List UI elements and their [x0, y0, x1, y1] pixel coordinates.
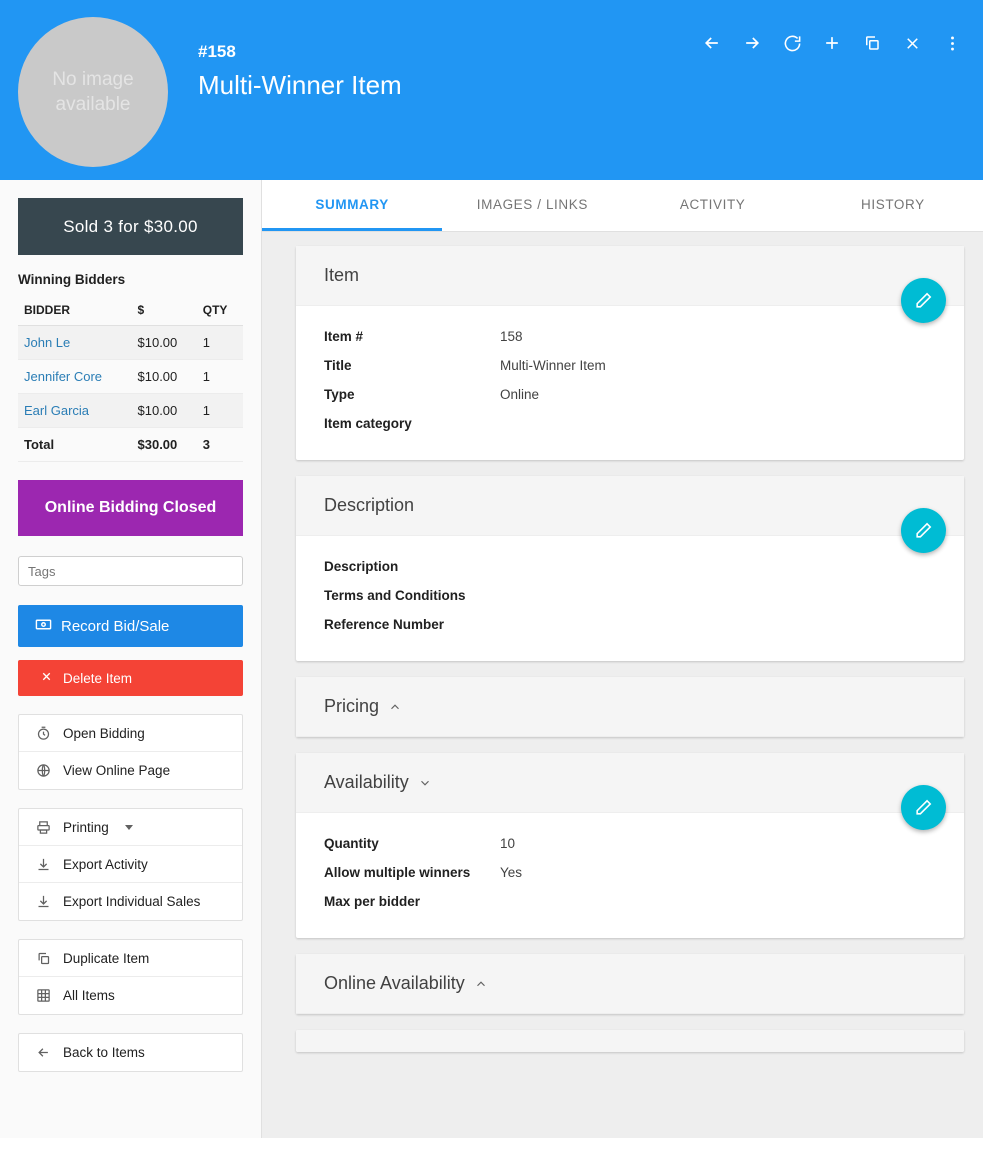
bidder-qty: 1	[197, 326, 243, 360]
more-vertical-icon[interactable]	[937, 28, 967, 58]
field-value: Yes	[500, 865, 523, 880]
record-bid-sale-label: Record Bid/Sale	[61, 617, 170, 635]
torn-edge	[0, 1138, 983, 1160]
field-description	[324, 552, 936, 581]
clock-icon	[35, 725, 51, 741]
close-icon	[40, 670, 53, 686]
card-description-body	[296, 536, 964, 661]
total-label: Total	[18, 428, 132, 462]
winning-bidders-table	[18, 295, 243, 462]
menu-label: Printing	[63, 819, 109, 835]
field-type	[324, 380, 936, 409]
card-item	[296, 246, 964, 460]
card-online-availability-header[interactable]	[296, 954, 964, 1014]
field-label: Allow multiple winners	[324, 865, 471, 880]
menu-group-navigation	[18, 1033, 243, 1072]
menu-label: Export Individual Sales	[63, 894, 201, 909]
edit-item-button[interactable]	[901, 278, 946, 323]
menu-item-open-bidding[interactable]	[19, 715, 242, 752]
copy-icon	[35, 950, 51, 966]
bidder-amount: $10.00	[132, 360, 197, 394]
card-next-partial	[296, 1030, 964, 1052]
tab-summary[interactable]: SUMMARY	[262, 180, 442, 231]
chevron-down-icon[interactable]	[418, 776, 432, 790]
globe-icon	[35, 763, 51, 779]
card-availability-title: Availability	[324, 772, 409, 792]
card-availability-header[interactable]	[296, 753, 964, 813]
menu-item-export-individual-sales[interactable]	[19, 883, 242, 920]
tags-input[interactable]	[18, 556, 243, 586]
menu-item-printing[interactable]	[19, 809, 242, 846]
table-row	[18, 326, 243, 360]
edit-availability-button[interactable]	[901, 785, 946, 830]
bidder-link[interactable]: Jennifer Core	[18, 360, 132, 394]
card-availability	[296, 753, 964, 938]
copy-icon[interactable]	[857, 28, 887, 58]
refresh-icon[interactable]	[777, 28, 807, 58]
table-row	[18, 360, 243, 394]
bidder-amount: $10.00	[132, 326, 197, 360]
field-label: Terms and Conditions	[324, 588, 466, 603]
sidebar	[0, 180, 262, 1160]
card-online-availability-title: Online Availability	[324, 973, 465, 993]
menu-item-export-activity[interactable]	[19, 846, 242, 883]
menu-label: Back to Items	[63, 1045, 145, 1060]
card-item-title: Item	[296, 246, 964, 306]
chevron-up-icon[interactable]	[474, 977, 488, 991]
menu-label: Open Bidding	[63, 725, 145, 741]
avatar	[18, 17, 168, 167]
back-arrow-icon[interactable]	[697, 28, 727, 58]
field-terms-conditions	[324, 581, 936, 610]
bidder-link[interactable]: Earl Garcia	[18, 394, 132, 428]
header-actions	[697, 28, 967, 58]
field-reference-number	[324, 610, 936, 639]
card-description-title: Description	[296, 476, 964, 536]
page-title: Multi-Winner Item	[198, 70, 402, 100]
forward-arrow-icon[interactable]	[737, 28, 767, 58]
bidder-link[interactable]: John Le	[18, 326, 132, 360]
winning-bidders-title: Winning Bidders	[18, 272, 126, 287]
edit-description-button[interactable]	[901, 508, 946, 553]
field-value: Online	[500, 387, 540, 402]
card-description	[296, 476, 964, 661]
main-content	[262, 180, 983, 1160]
menu-item-duplicate-item[interactable]	[19, 940, 242, 977]
card-pricing-header[interactable]	[296, 677, 964, 737]
field-label: Reference Number	[324, 617, 445, 632]
page-header	[0, 0, 983, 180]
close-icon[interactable]	[897, 28, 927, 58]
avatar-placeholder-text: No image available	[52, 69, 134, 115]
download-icon	[35, 856, 51, 872]
field-label: Item #	[324, 329, 364, 344]
menu-label: View Online Page	[63, 763, 171, 778]
field-allow-multiple-winners	[324, 858, 936, 887]
chevron-down-icon	[125, 825, 133, 830]
delete-item-button[interactable]	[18, 660, 243, 696]
sold-banner: Sold 3 for $30.00	[18, 198, 243, 255]
table-header-row	[18, 295, 243, 326]
card-pricing[interactable]	[296, 677, 964, 737]
field-max-per-bidder	[324, 887, 936, 916]
menu-label: Duplicate Item	[63, 950, 150, 966]
menu-group-items	[18, 939, 243, 1015]
card-online-availability[interactable]	[296, 954, 964, 1014]
column-amount: $	[132, 295, 197, 326]
delete-item-label: Delete Item	[63, 670, 133, 686]
field-label: Item category	[324, 416, 412, 431]
card-item-body	[296, 306, 964, 460]
menu-item-back-to-items[interactable]	[19, 1034, 242, 1071]
tab-activity[interactable]: ACTIVITY	[679, 196, 746, 212]
total-amount: $30.00	[132, 428, 197, 462]
field-value: Multi-Winner Item	[500, 358, 606, 373]
card-availability-body	[296, 813, 964, 938]
field-quantity	[324, 829, 936, 858]
tab-history[interactable]: HISTORY	[861, 196, 925, 212]
status-badge: Online Bidding Closed	[18, 480, 243, 536]
bidder-qty: 1	[197, 394, 243, 428]
menu-group-bidding	[18, 714, 243, 790]
grid-icon	[35, 988, 51, 1004]
field-value: 158	[500, 329, 523, 344]
field-label: Type	[324, 387, 355, 402]
field-item-category	[324, 409, 936, 438]
total-qty: 3	[197, 428, 243, 462]
bidder-qty: 1	[197, 360, 243, 394]
menu-item-view-online-page[interactable]	[19, 752, 242, 789]
printer-icon	[35, 819, 51, 835]
table-total-row	[18, 428, 243, 462]
field-title	[324, 351, 936, 380]
plus-icon[interactable]	[817, 28, 847, 58]
menu-label: Export Activity	[63, 856, 148, 872]
item-id: #158	[198, 42, 236, 61]
field-label: Description	[324, 559, 399, 574]
field-label: Title	[324, 358, 352, 373]
field-label: Max per bidder	[324, 894, 421, 909]
tab-bar	[262, 180, 983, 232]
download-icon	[35, 894, 51, 910]
column-bidder: BIDDER	[18, 295, 132, 326]
chevron-up-icon[interactable]	[388, 700, 402, 714]
money-bill-icon	[35, 616, 52, 637]
record-bid-sale-button[interactable]	[18, 605, 243, 647]
back-arrow-icon	[35, 1045, 51, 1061]
tab-images-links[interactable]: IMAGES / LINKS	[476, 196, 588, 212]
bidder-amount: $10.00	[132, 394, 197, 428]
cards-container	[262, 232, 983, 1052]
card-pricing-title: Pricing	[324, 696, 380, 716]
menu-label: All Items	[63, 988, 115, 1003]
column-qty: QTY	[197, 295, 243, 326]
field-label: Quantity	[324, 836, 379, 851]
menu-group-export	[18, 808, 243, 921]
field-item-number	[324, 322, 936, 351]
table-row	[18, 394, 243, 428]
field-value: 10	[500, 836, 516, 851]
menu-item-all-items[interactable]	[19, 977, 242, 1014]
